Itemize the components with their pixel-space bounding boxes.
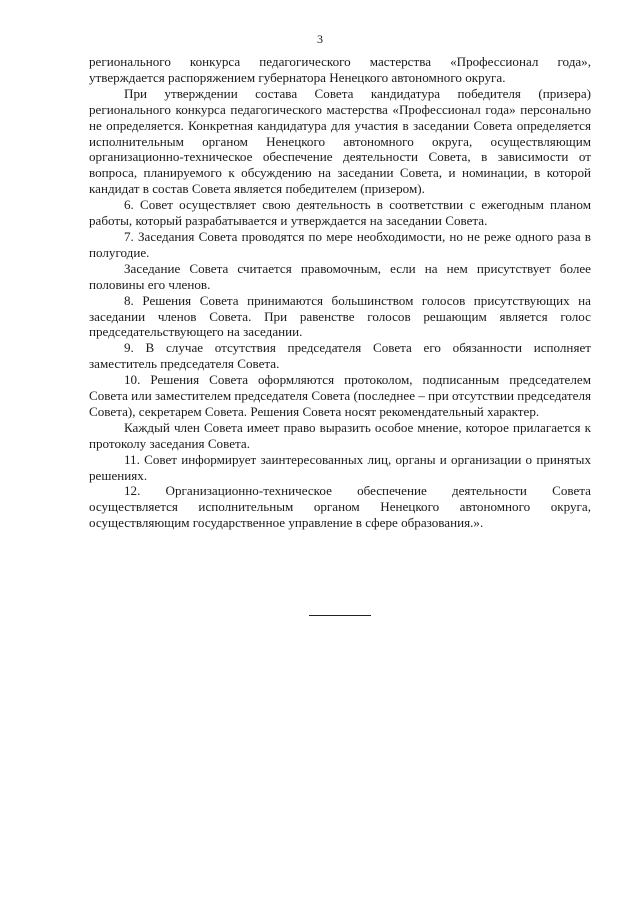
paragraph-2: При утверждении состава Совета кандидатура победителя (призера) регионального конкурса педагогического мастерства «Профессионал года» персонально не определяется. Конкретная кандидатура для участия в заседании Совета определяется исполнительным органом Ненецкого автономного округа, осуществляющим организационно-техническое обеспечение деятельности Совета, в зависимости от вопроса, планируемого к обсуждению на заседании Совета, и номинации, в которой кандидат в состав Совета является победителем (призером). bbox=[89, 85, 591, 197]
paragraph-3: 6. Совет осуществляет свою деятельность в соответствии с ежегодным планом работы, который разрабатывается и утверждается на заседании Совета. bbox=[89, 197, 591, 229]
paragraph-5: Заседание Совета считается правомочным, если на нем присутствует более половины его членов. bbox=[89, 260, 591, 292]
end-separator-line bbox=[309, 615, 371, 616]
paragraph-8: 10. Решения Совета оформляются протоколом, подписанным председателем Совета или заместителем председателя Совета (последнее – при отсутствии председателя Совета), секретарем Совета. Решения Совета носят рекомендательный характер. bbox=[89, 372, 591, 419]
paragraph-10: 11. Совет информирует заинтересованных лиц, органы и организации о принятых решениях. bbox=[89, 451, 591, 483]
paragraph-9: Каждый член Совета имеет право выразить особое мнение, которое прилагается к протоколу заседания Совета. bbox=[89, 419, 591, 451]
page-number: 3 bbox=[317, 32, 323, 46]
paragraph-7: 9. В случае отсутствия председателя Совета его обязанности исполняет заместитель председателя Совета. bbox=[89, 340, 591, 372]
paragraph-1: регионального конкурса педагогического мастерства «Профессионал года», утверждается распоряжением губернатора Ненецкого автономного округа. bbox=[89, 54, 591, 85]
paragraph-11: 12. Организационно-техническое обеспечение деятельности Совета осуществляется исполнительным органом Ненецкого автономного округа, осуществляющим государственное управление в сфере образования.». bbox=[89, 483, 591, 531]
document-body bbox=[89, 54, 591, 531]
paragraph-4: 7. Заседания Совета проводятся по мере необходимости, но не реже одного раза в полугодие. bbox=[89, 228, 591, 260]
paragraph-6: 8. Решения Совета принимаются большинством голосов присутствующих на заседании членов Совета. При равенстве голосов решающим является голос председательствующего на заседании. bbox=[89, 292, 591, 340]
